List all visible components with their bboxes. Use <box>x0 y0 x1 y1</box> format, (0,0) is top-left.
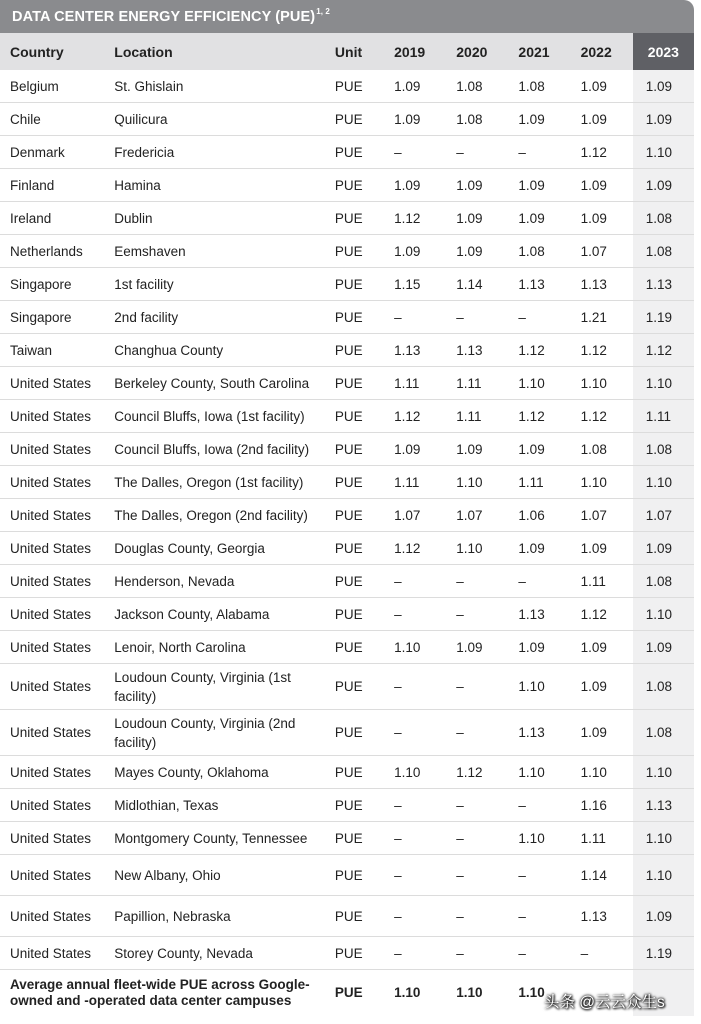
cell-2023: 1.10 <box>633 855 694 896</box>
cell-2020: – <box>446 565 508 598</box>
cell-2020: 1.08 <box>446 103 508 136</box>
table-row <box>0 789 694 822</box>
table-row <box>0 499 694 532</box>
header-2023: 2023 <box>633 33 694 70</box>
cell-2019: – <box>384 301 446 334</box>
cell-2019: – <box>384 937 446 970</box>
total-unit: PUE <box>334 985 363 1000</box>
cell-2021: 1.09 <box>508 169 570 202</box>
cell-2022: 1.11 <box>571 822 633 855</box>
cell-2019: 1.09 <box>384 169 446 202</box>
cell-location: Council Bluffs, Iowa (2nd facility) <box>104 433 325 466</box>
cell-2021: 1.10 <box>508 822 570 855</box>
header-unit: Unit <box>325 33 384 70</box>
cell-unit: PUE <box>325 169 384 202</box>
cell-country: United States <box>0 756 104 789</box>
cell-2021: – <box>508 896 570 937</box>
cell-2023: 1.11 <box>633 400 694 433</box>
cell-unit: PUE <box>325 664 384 710</box>
cell-2019: – <box>384 136 446 169</box>
cell-country: Chile <box>0 103 104 136</box>
cell-2019: 1.11 <box>384 367 446 400</box>
cell-country: Finland <box>0 169 104 202</box>
cell-unit: PUE <box>325 532 384 565</box>
cell-2023: 1.19 <box>633 301 694 334</box>
pue-table <box>0 33 694 1016</box>
cell-2020: 1.09 <box>446 631 508 664</box>
cell-2023: 1.13 <box>633 789 694 822</box>
cell-country: Netherlands <box>0 235 104 268</box>
cell-2019: – <box>384 855 446 896</box>
cell-country: United States <box>0 400 104 433</box>
cell-2019: 1.12 <box>384 400 446 433</box>
cell-location: Hamina <box>104 169 325 202</box>
cell-2021: 1.08 <box>508 235 570 268</box>
cell-2020: 1.12 <box>446 756 508 789</box>
cell-2021: 1.10 <box>508 664 570 710</box>
table-row <box>0 855 694 896</box>
cell-country: United States <box>0 367 104 400</box>
cell-2019: – <box>384 822 446 855</box>
table-title: DATA CENTER ENERGY EFFICIENCY (PUE)$^{1, 2}$ <box>12 7 330 25</box>
cell-2023: 1.10 <box>633 756 694 789</box>
cell-unit: PUE <box>325 334 384 367</box>
cell-unit: PUE <box>325 136 384 169</box>
table-row <box>0 937 694 970</box>
table-row <box>0 301 694 334</box>
cell-country: United States <box>0 565 104 598</box>
cell-2022: 1.12 <box>571 400 633 433</box>
cell-country: United States <box>0 664 104 710</box>
cell-2021: – <box>508 136 570 169</box>
cell-2019: 1.07 <box>384 499 446 532</box>
cell-country: United States <box>0 896 104 937</box>
cell-unit: PUE <box>325 70 384 103</box>
cell-location: Loudoun County, Virginia (2nd facility) <box>104 710 325 756</box>
table-row <box>0 136 694 169</box>
header-2020: 2020 <box>446 33 508 70</box>
cell-2023: 1.09 <box>633 103 694 136</box>
cell-2021: 1.13 <box>508 268 570 301</box>
cell-2022: 1.08 <box>571 433 633 466</box>
cell-2023: 1.09 <box>633 169 694 202</box>
table-row <box>0 598 694 631</box>
cell-2022: 1.09 <box>571 532 633 565</box>
cell-unit: PUE <box>325 202 384 235</box>
cell-2023: 1.08 <box>633 664 694 710</box>
cell-2023: 1.12 <box>633 334 694 367</box>
cell-2019: – <box>384 789 446 822</box>
header-row <box>0 33 694 70</box>
cell-unit: PUE <box>325 756 384 789</box>
table-row <box>0 103 694 136</box>
cell-2020: – <box>446 710 508 756</box>
cell-location: Fredericia <box>104 136 325 169</box>
cell-country: United States <box>0 855 104 896</box>
cell-location: The Dalles, Oregon (2nd facility) <box>104 499 325 532</box>
cell-2022: 1.09 <box>571 664 633 710</box>
cell-2023: 1.08 <box>633 235 694 268</box>
cell-country: Denmark <box>0 136 104 169</box>
cell-2019: 1.13 <box>384 334 446 367</box>
table-row <box>0 664 694 710</box>
cell-2019: – <box>384 896 446 937</box>
cell-2023: 1.08 <box>633 433 694 466</box>
cell-2023: 1.09 <box>633 631 694 664</box>
cell-2021: – <box>508 855 570 896</box>
cell-2022: – <box>571 937 633 970</box>
cell-2023: 1.10 <box>633 598 694 631</box>
cell-2021: 1.12 <box>508 334 570 367</box>
table-row <box>0 756 694 789</box>
cell-2019: 1.11 <box>384 466 446 499</box>
table-row <box>0 631 694 664</box>
cell-country: United States <box>0 466 104 499</box>
cell-unit: PUE <box>325 822 384 855</box>
cell-country: United States <box>0 789 104 822</box>
header-country: Country <box>0 33 104 70</box>
cell-2021: – <box>508 565 570 598</box>
cell-2022: 1.16 <box>571 789 633 822</box>
cell-2022: 1.09 <box>571 631 633 664</box>
header-location: Location <box>104 33 325 70</box>
cell-country: United States <box>0 532 104 565</box>
cell-2021: 1.13 <box>508 710 570 756</box>
cell-unit: PUE <box>325 433 384 466</box>
cell-unit: PUE <box>325 855 384 896</box>
table-row <box>0 896 694 937</box>
cell-country: Taiwan <box>0 334 104 367</box>
cell-location: Changhua County <box>104 334 325 367</box>
cell-location: Council Bluffs, Iowa (1st facility) <box>104 400 325 433</box>
cell-2019: – <box>384 565 446 598</box>
cell-country: United States <box>0 631 104 664</box>
cell-2020: – <box>446 664 508 710</box>
cell-2021: – <box>508 937 570 970</box>
cell-2022: 1.13 <box>571 896 633 937</box>
cell-location: Henderson, Nevada <box>104 565 325 598</box>
cell-2023: 1.19 <box>633 937 694 970</box>
table-row <box>0 334 694 367</box>
cell-country: Belgium <box>0 70 104 103</box>
cell-2023: 1.08 <box>633 202 694 235</box>
cell-country: Singapore <box>0 268 104 301</box>
cell-2022: 1.10 <box>571 466 633 499</box>
cell-2022: 1.09 <box>571 70 633 103</box>
cell-unit: PUE <box>325 301 384 334</box>
cell-2023: 1.10 <box>633 367 694 400</box>
table-row <box>0 268 694 301</box>
cell-2021: 1.12 <box>508 400 570 433</box>
table-row <box>0 235 694 268</box>
watermark: 头条 @云云众生s <box>544 994 665 1011</box>
cell-2022: 1.09 <box>571 710 633 756</box>
cell-2020: – <box>446 136 508 169</box>
cell-location: Storey County, Nevada <box>104 937 325 970</box>
cell-2020: – <box>446 896 508 937</box>
cell-2021: – <box>508 789 570 822</box>
header-2019: 2019 <box>384 33 446 70</box>
table-row <box>0 565 694 598</box>
cell-location: The Dalles, Oregon (1st facility) <box>104 466 325 499</box>
cell-location: Loudoun County, Virginia (1st facility) <box>104 664 325 710</box>
cell-2020: 1.09 <box>446 202 508 235</box>
cell-2023: 1.09 <box>633 70 694 103</box>
cell-2020: 1.11 <box>446 367 508 400</box>
total-label: Average annual fleet-wide PUE across Google-owned and -operated data center campuses <box>10 977 310 1008</box>
cell-2022: 1.13 <box>571 268 633 301</box>
table-row <box>0 433 694 466</box>
cell-2023: 1.13 <box>633 268 694 301</box>
cell-2021: 1.09 <box>508 103 570 136</box>
cell-2020: 1.10 <box>446 466 508 499</box>
cell-country: United States <box>0 710 104 756</box>
cell-location: Eemshaven <box>104 235 325 268</box>
cell-2020: 1.11 <box>446 400 508 433</box>
cell-2020: 1.08 <box>446 70 508 103</box>
cell-2022: 1.21 <box>571 301 633 334</box>
cell-location: Papillion, Nebraska <box>104 896 325 937</box>
cell-country: Singapore <box>0 301 104 334</box>
cell-2021: 1.10 <box>508 367 570 400</box>
cell-2023: 1.09 <box>633 896 694 937</box>
cell-2019: 1.09 <box>384 70 446 103</box>
cell-location: 2nd facility <box>104 301 325 334</box>
cell-2023: 1.10 <box>633 466 694 499</box>
cell-unit: PUE <box>325 598 384 631</box>
table-row <box>0 202 694 235</box>
cell-2022: 1.10 <box>571 367 633 400</box>
cell-2022: 1.09 <box>571 169 633 202</box>
cell-2019: 1.09 <box>384 433 446 466</box>
cell-unit: PUE <box>325 937 384 970</box>
cell-unit: PUE <box>325 499 384 532</box>
cell-2019: – <box>384 598 446 631</box>
cell-2020: – <box>446 598 508 631</box>
cell-unit: PUE <box>325 400 384 433</box>
table-row <box>0 710 694 756</box>
cell-unit: PUE <box>325 789 384 822</box>
cell-2023: 1.08 <box>633 565 694 598</box>
cell-2020: – <box>446 822 508 855</box>
cell-location: Jackson County, Alabama <box>104 598 325 631</box>
cell-2020: 1.13 <box>446 334 508 367</box>
cell-2020: 1.09 <box>446 433 508 466</box>
cell-country: United States <box>0 937 104 970</box>
header-2021: 2021 <box>508 33 570 70</box>
cell-2023: 1.09 <box>633 532 694 565</box>
cell-location: Mayes County, Oklahoma <box>104 756 325 789</box>
cell-2022: 1.07 <box>571 235 633 268</box>
cell-2021: 1.09 <box>508 532 570 565</box>
cell-2019: 1.15 <box>384 268 446 301</box>
cell-2022: 1.07 <box>571 499 633 532</box>
cell-2022: 1.09 <box>571 103 633 136</box>
cell-unit: PUE <box>325 631 384 664</box>
cell-unit: PUE <box>325 466 384 499</box>
cell-2020: 1.09 <box>446 235 508 268</box>
cell-unit: PUE <box>325 103 384 136</box>
cell-2023: 1.10 <box>633 136 694 169</box>
cell-2021: – <box>508 301 570 334</box>
cell-2020: – <box>446 301 508 334</box>
table-row <box>0 400 694 433</box>
cell-2023: 1.07 <box>633 499 694 532</box>
cell-2022: 1.11 <box>571 565 633 598</box>
table-row <box>0 169 694 202</box>
cell-2021: 1.09 <box>508 631 570 664</box>
cell-2020: – <box>446 855 508 896</box>
cell-location: Douglas County, Georgia <box>104 532 325 565</box>
cell-2019: – <box>384 664 446 710</box>
total-y2021: 1.10 <box>518 985 545 1000</box>
table-body <box>0 70 694 1016</box>
cell-unit: PUE <box>325 896 384 937</box>
cell-2021: 1.10 <box>508 756 570 789</box>
cell-2019: 1.09 <box>384 103 446 136</box>
cell-2019: 1.10 <box>384 631 446 664</box>
cell-2020: – <box>446 789 508 822</box>
cell-2019: 1.10 <box>384 756 446 789</box>
cell-2021: 1.08 <box>508 70 570 103</box>
cell-unit: PUE <box>325 268 384 301</box>
cell-2023: 1.08 <box>633 710 694 756</box>
cell-2022: 1.09 <box>571 202 633 235</box>
cell-2022: 1.12 <box>571 334 633 367</box>
cell-2022: 1.10 <box>571 756 633 789</box>
cell-unit: PUE <box>325 367 384 400</box>
table-row <box>0 70 694 103</box>
total-y2019: 1.10 <box>394 985 421 1000</box>
cell-2021: 1.06 <box>508 499 570 532</box>
cell-2019: 1.12 <box>384 202 446 235</box>
cell-2022: 1.12 <box>571 136 633 169</box>
cell-2020: 1.14 <box>446 268 508 301</box>
cell-location: New Albany, Ohio <box>104 855 325 896</box>
cell-location: St. Ghislain <box>104 70 325 103</box>
cell-2019: 1.09 <box>384 235 446 268</box>
cell-2022: 1.14 <box>571 855 633 896</box>
cell-location: Dublin <box>104 202 325 235</box>
cell-2020: – <box>446 937 508 970</box>
cell-country: United States <box>0 433 104 466</box>
cell-unit: PUE <box>325 710 384 756</box>
cell-country: United States <box>0 499 104 532</box>
table-row <box>0 532 694 565</box>
cell-country: Ireland <box>0 202 104 235</box>
cell-country: United States <box>0 822 104 855</box>
cell-2023: 1.10 <box>633 822 694 855</box>
cell-2020: 1.07 <box>446 499 508 532</box>
total-y2020: 1.10 <box>456 985 483 1000</box>
cell-location: Lenoir, North Carolina <box>104 631 325 664</box>
cell-2021: 1.09 <box>508 202 570 235</box>
cell-2021: 1.13 <box>508 598 570 631</box>
cell-location: Midlothian, Texas <box>104 789 325 822</box>
table-row <box>0 822 694 855</box>
header-2022: 2022 <box>571 33 633 70</box>
table-title-bar <box>0 0 694 33</box>
cell-location: Quilicura <box>104 103 325 136</box>
cell-2020: 1.10 <box>446 532 508 565</box>
cell-2019: 1.12 <box>384 532 446 565</box>
cell-location: Montgomery County, Tennessee <box>104 822 325 855</box>
table-row <box>0 466 694 499</box>
cell-location: Berkeley County, South Carolina <box>104 367 325 400</box>
cell-2022: 1.12 <box>571 598 633 631</box>
cell-2020: 1.09 <box>446 169 508 202</box>
cell-unit: PUE <box>325 565 384 598</box>
cell-location: 1st facility <box>104 268 325 301</box>
table-row <box>0 367 694 400</box>
cell-2021: 1.09 <box>508 433 570 466</box>
cell-2019: – <box>384 710 446 756</box>
cell-2021: 1.11 <box>508 466 570 499</box>
cell-country: United States <box>0 598 104 631</box>
cell-unit: PUE <box>325 235 384 268</box>
